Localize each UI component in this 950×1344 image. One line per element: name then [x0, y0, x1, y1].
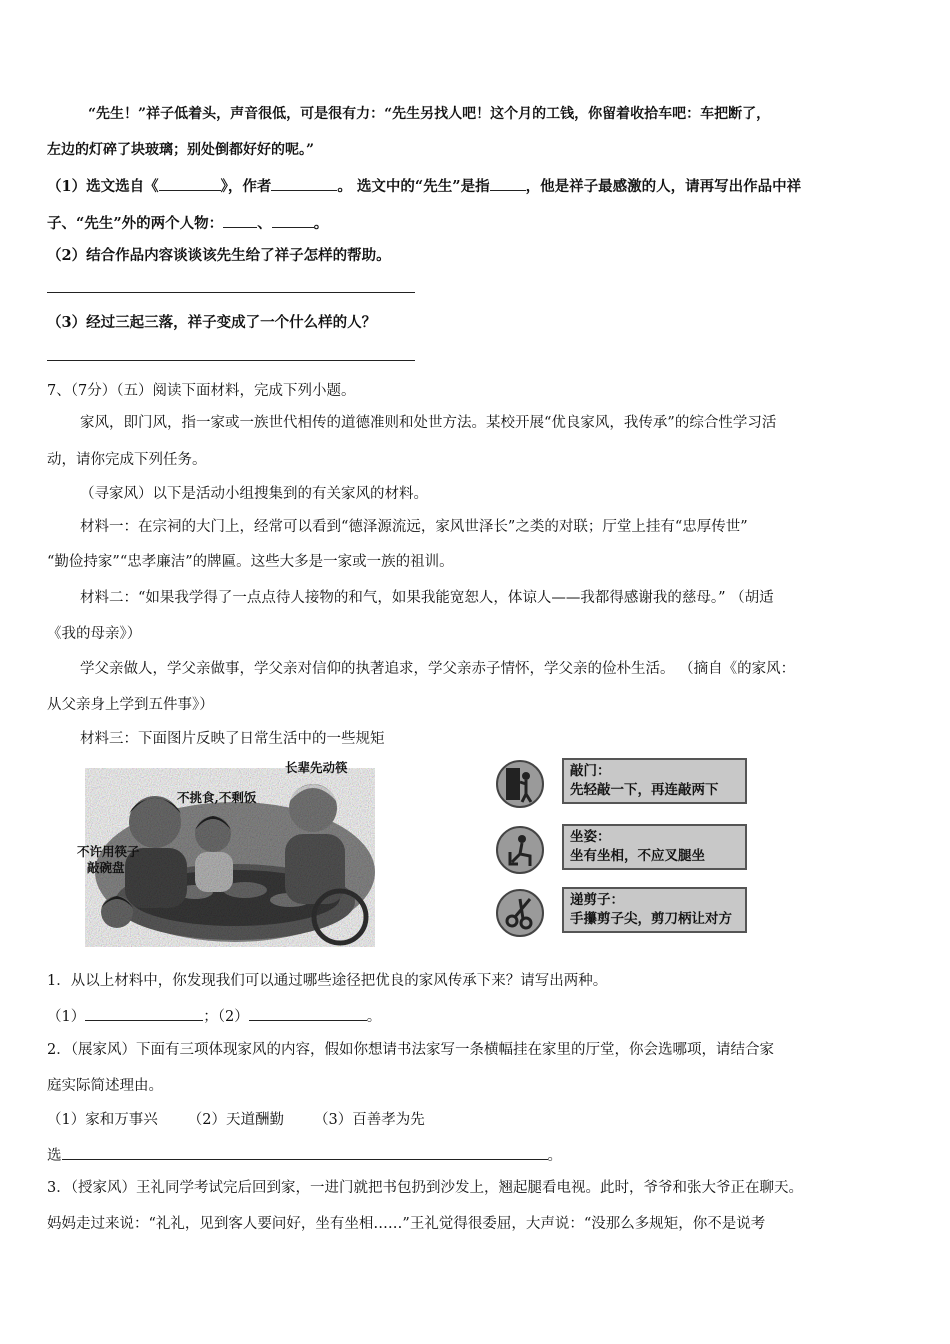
answer-line-q2[interactable] [47, 292, 415, 293]
task-2-select-blank[interactable] [62, 1144, 548, 1160]
rule-scissors-panel [562, 887, 747, 933]
task-1-label-1: （1） [47, 1009, 86, 1025]
question-3: （3）经过三起三落，祥子变成了一个什么样的人？ [47, 314, 377, 331]
material-2d: 从父亲身上学到五件事》） [47, 697, 214, 713]
passage-line-1: “先生！”祥子低着头，声音很低，可是很有力：“先生另找人吧！这个月的工钱，你留着收拾车吧：车把断了， [88, 106, 771, 122]
task-2-option-3: （3）百善孝为先 [313, 1112, 425, 1128]
label-no-chopstick-1: 不许用筷子 [77, 844, 140, 859]
rule-sitting-title: 坐姿： [570, 829, 611, 845]
material-3: 材料三：下面图片反映了日常生活中的一些规矩 [80, 731, 385, 747]
rule-sitting-text: 坐有坐相，不应叉腿坐 [570, 848, 705, 864]
question-2: （2）结合作品内容谈谈该先生给了祥子怎样的帮助。 [47, 247, 391, 264]
task-2b: 庭实际简述理由。 [47, 1078, 163, 1094]
q1-blank-author[interactable] [271, 175, 337, 191]
q1-blank-book[interactable] [159, 175, 221, 191]
task-1-end: 。 [366, 1009, 382, 1025]
label-elder-first: 长辈先动筷 [285, 760, 348, 775]
q1-text-f: 、 [257, 215, 272, 232]
rule-knock-door [480, 758, 750, 808]
task-2-select-end: 。 [547, 1148, 562, 1164]
scissors-icon [496, 889, 544, 937]
question-1-line-2 [47, 212, 328, 234]
rule-scissors-title: 递剪子： [570, 892, 624, 908]
q1-text-e: 子、“先生”外的两个人物： [47, 215, 224, 232]
rule-sitting-panel [562, 824, 747, 870]
rule-sitting [480, 824, 750, 874]
task-1: 1．从以上材料中，你发现我们可以通过哪些途径把优良的家风传承下来？请写出两种。 [47, 973, 608, 989]
rule-knock-door-title: 敲门： [570, 763, 611, 779]
material-1a: 材料一：在宗祠的大门上，经常可以看到“德泽源流远，家风世泽长”之类的对联；厅堂上挂有“忠厚传世” [80, 519, 748, 535]
q1-text-g: 。 [313, 215, 329, 232]
sitting-posture-icon [496, 826, 544, 874]
s7-paragraph-1b: 动，请你完成下列任务。 [47, 452, 207, 468]
answer-line-q3[interactable] [47, 360, 415, 361]
material-2b: 《我的母亲》） [47, 626, 142, 642]
task-3b: 妈妈走过来说：“礼礼，见到客人要问好，坐有坐相……”王礼觉得很委屈，大声说：“没那么多规矩，你不是说考 [47, 1216, 766, 1232]
task-2-select [47, 1144, 562, 1166]
q1-text-a: （1）选文选自《 [47, 178, 159, 195]
task-1-answers [47, 1005, 381, 1027]
label-no-chopstick-2: 敲碗盘 [87, 860, 125, 875]
q1-text-d: ，他是祥子最感激的人，请再写出作品中祥 [525, 178, 802, 195]
s7-paragraph-1a: 家风，即门风，指一家或一族世代相传的道德准则和处世方法。某校开展“优良家风，我传承”的综合性学习活 [80, 415, 777, 431]
material-2c: 学父亲做人，学父亲做事，学父亲对信仰的执著追求，学父亲赤子情怀，学父亲的俭朴生活。 （摘自《的家风： [80, 661, 796, 677]
etiquette-figure [77, 752, 732, 947]
q1-blank-char1[interactable] [223, 212, 257, 228]
q1-blank-mister[interactable] [490, 175, 526, 191]
q1-text-c: 。 选文中的“先生”是指 [337, 178, 490, 195]
task-1-label-2: ；（2） [203, 1009, 249, 1025]
task-2-option-1: （1）家和万事兴 [47, 1112, 158, 1128]
task-2a: 2．（展家风）下面有三项体现家风的内容，假如你想请书法家写一条横幅挂在家里的厅堂，你会选哪项，请结合家 [47, 1042, 774, 1058]
rule-scissors-text: 手攥剪子尖，剪刀柄让对方 [570, 911, 732, 927]
knock-door-icon [496, 760, 544, 808]
task-2-select-label: 选 [47, 1148, 62, 1164]
task-2-option-2: （2）天道酬勤 [187, 1112, 284, 1128]
rule-knock-door-panel [562, 758, 747, 804]
task-2-options [47, 1110, 425, 1130]
question-1-line-1 [47, 175, 801, 197]
label-not-picky: 不挑食,不剩饭 [177, 790, 257, 805]
rule-knock-door-text: 先轻敲一下，再连敲两下 [570, 782, 719, 798]
material-2a: 材料二：“如果我学得了一点点待人接物的和气，如果我能宽恕人，体谅人——我都得感谢我的慈母。” （胡适 [80, 590, 774, 606]
section-7-title: 7、（7分）（五）阅读下面材料，完成下列小题。 [47, 383, 356, 399]
rule-scissors [480, 887, 750, 937]
q1-blank-char2[interactable] [272, 212, 314, 228]
s7-paragraph-2: （寻家风）以下是活动小组搜集到的有关家风的材料。 [80, 486, 428, 502]
q1-text-b: 》，作者 [220, 178, 272, 195]
task-3a: 3．（授家风）王礼同学考试完后回到家，一进门就把书包扔到沙发上，翘起腿看电视。此时，爷爷和张大爷正在聊天。 [47, 1180, 803, 1196]
task-1-blank-1[interactable] [85, 1005, 203, 1021]
passage-line-2: 左边的灯碎了块玻璃；别处倒都好好的呢。” [47, 142, 315, 158]
task-1-blank-2[interactable] [249, 1005, 367, 1021]
material-1b: “勤俭持家”“忠孝廉洁”的牌匾。这些大多是一家或一族的祖训。 [47, 554, 454, 570]
